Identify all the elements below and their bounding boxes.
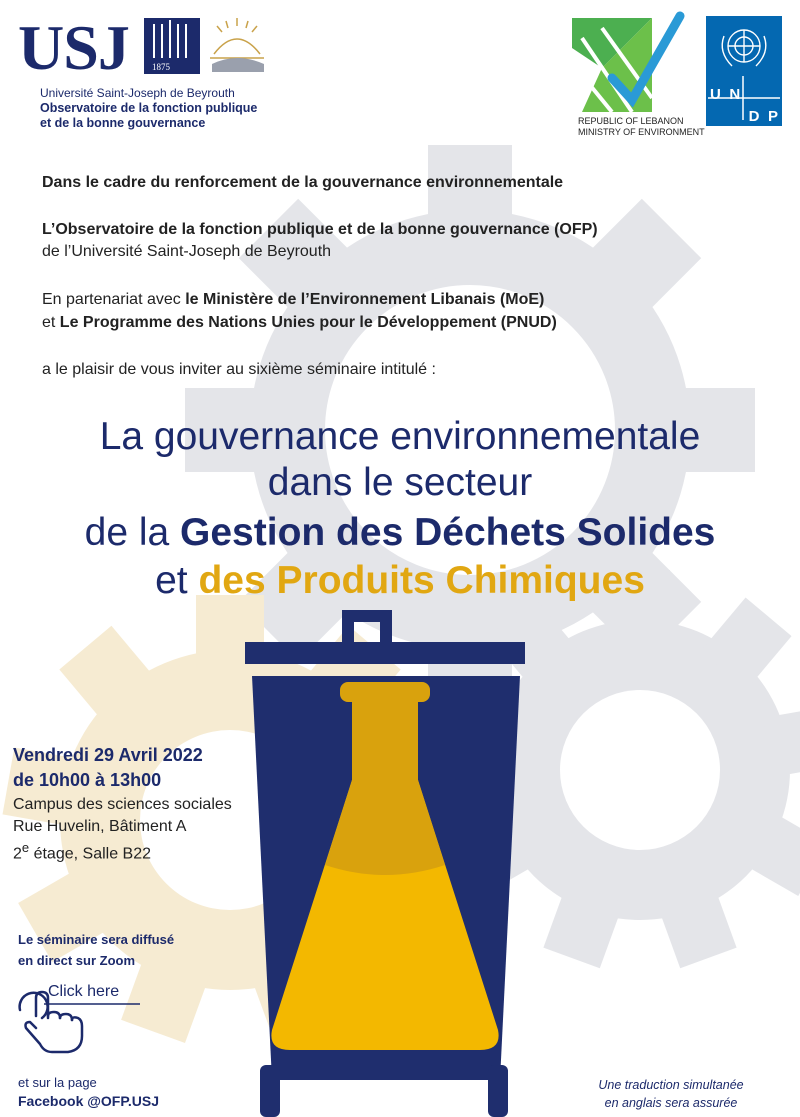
event-room [13, 840, 151, 863]
translation-note-line2: en anglais sera assurée [604, 1096, 738, 1110]
usj-emblem [142, 14, 272, 86]
event-street: Rue Huvelin, Bâtiment A [13, 818, 187, 835]
floor-room: étage, Salle B22 [29, 845, 152, 863]
floor-number: 2 [13, 845, 22, 863]
intro-context: Dans le cadre du renforcement de la gouvernance environnementale [42, 174, 564, 191]
moe-ministry-label: MINISTRY OF ENVIRONMENT [578, 127, 705, 137]
usj-year: 1875 [152, 62, 170, 72]
observatory-name-line2: et de la bonne gouvernance [40, 116, 206, 130]
facebook-page-link[interactable]: Facebook @OFP.USJ [18, 1093, 159, 1109]
title-line4 [0, 558, 800, 604]
event-time: de 10h00 à 13h00 [13, 770, 162, 790]
title-line3-prefix: de la [84, 511, 181, 554]
undp-letter-u: U [710, 86, 721, 103]
partner-prefix: En partenariat avec [42, 291, 186, 308]
floor-superscript: e [21, 840, 30, 855]
title-line1: La gouvernance environnementale [99, 415, 701, 458]
title-line4-prefix: et [155, 559, 199, 602]
usj-logo-letters: USJ [18, 12, 129, 83]
stream-note-line1: Le séminaire sera diffusé [18, 932, 175, 947]
partner-and: et [42, 314, 60, 331]
event-campus: Campus des sciences sociales [13, 796, 232, 813]
observatory-name-line1: Observatoire de la fonction publique [40, 101, 258, 115]
title-line3 [0, 510, 800, 556]
partner-moe: le Ministère de l’Environnement Libanais (MoE) [185, 291, 545, 308]
event-date: Vendredi 29 Avril 2022 [13, 745, 203, 765]
intro-partner-line1 [42, 289, 544, 311]
translation-note-line1: Une traduction simultanée [598, 1078, 744, 1092]
title-line2: dans le secteur [267, 461, 533, 504]
partner-pnud: Le Programme des Nations Unies pour le Développement (PNUD) [59, 314, 557, 331]
intro-ofp-name: L’Observatoire de la fonction publique et de la bonne gouvernance (OFP) [42, 221, 598, 238]
intro-ofp-university: de l’Université Saint-Joseph de Beyrouth [42, 243, 332, 260]
waste-bin-icon [230, 610, 560, 1117]
zoom-label: Zoom [99, 953, 136, 968]
moe-logo [572, 8, 692, 116]
click-here-link[interactable]: Click here [48, 983, 120, 1000]
title-solid-waste: Gestion des Déchets Solides [180, 511, 716, 554]
title-chemicals: des Produits Chimiques [198, 559, 645, 602]
intro-partner-line2 [42, 312, 557, 334]
undp-letters [710, 86, 778, 125]
hand-pointer-icon[interactable] [14, 988, 144, 1056]
usj-university-name: Université Saint-Joseph de Beyrouth [40, 86, 235, 100]
undp-letter-d: D [748, 108, 760, 125]
facebook-note: et sur la page [18, 1075, 97, 1090]
undp-letter-n: N [729, 86, 741, 103]
intro-invitation: a le plaisir de vous inviter au sixième séminaire intitulé : [42, 361, 436, 378]
stream-note-line2 [18, 953, 135, 968]
stream-prefix: en direct sur [18, 953, 100, 968]
undp-letter-p: P [767, 108, 778, 125]
moe-republic-label: REPUBLIC OF LEBANON [578, 116, 684, 126]
